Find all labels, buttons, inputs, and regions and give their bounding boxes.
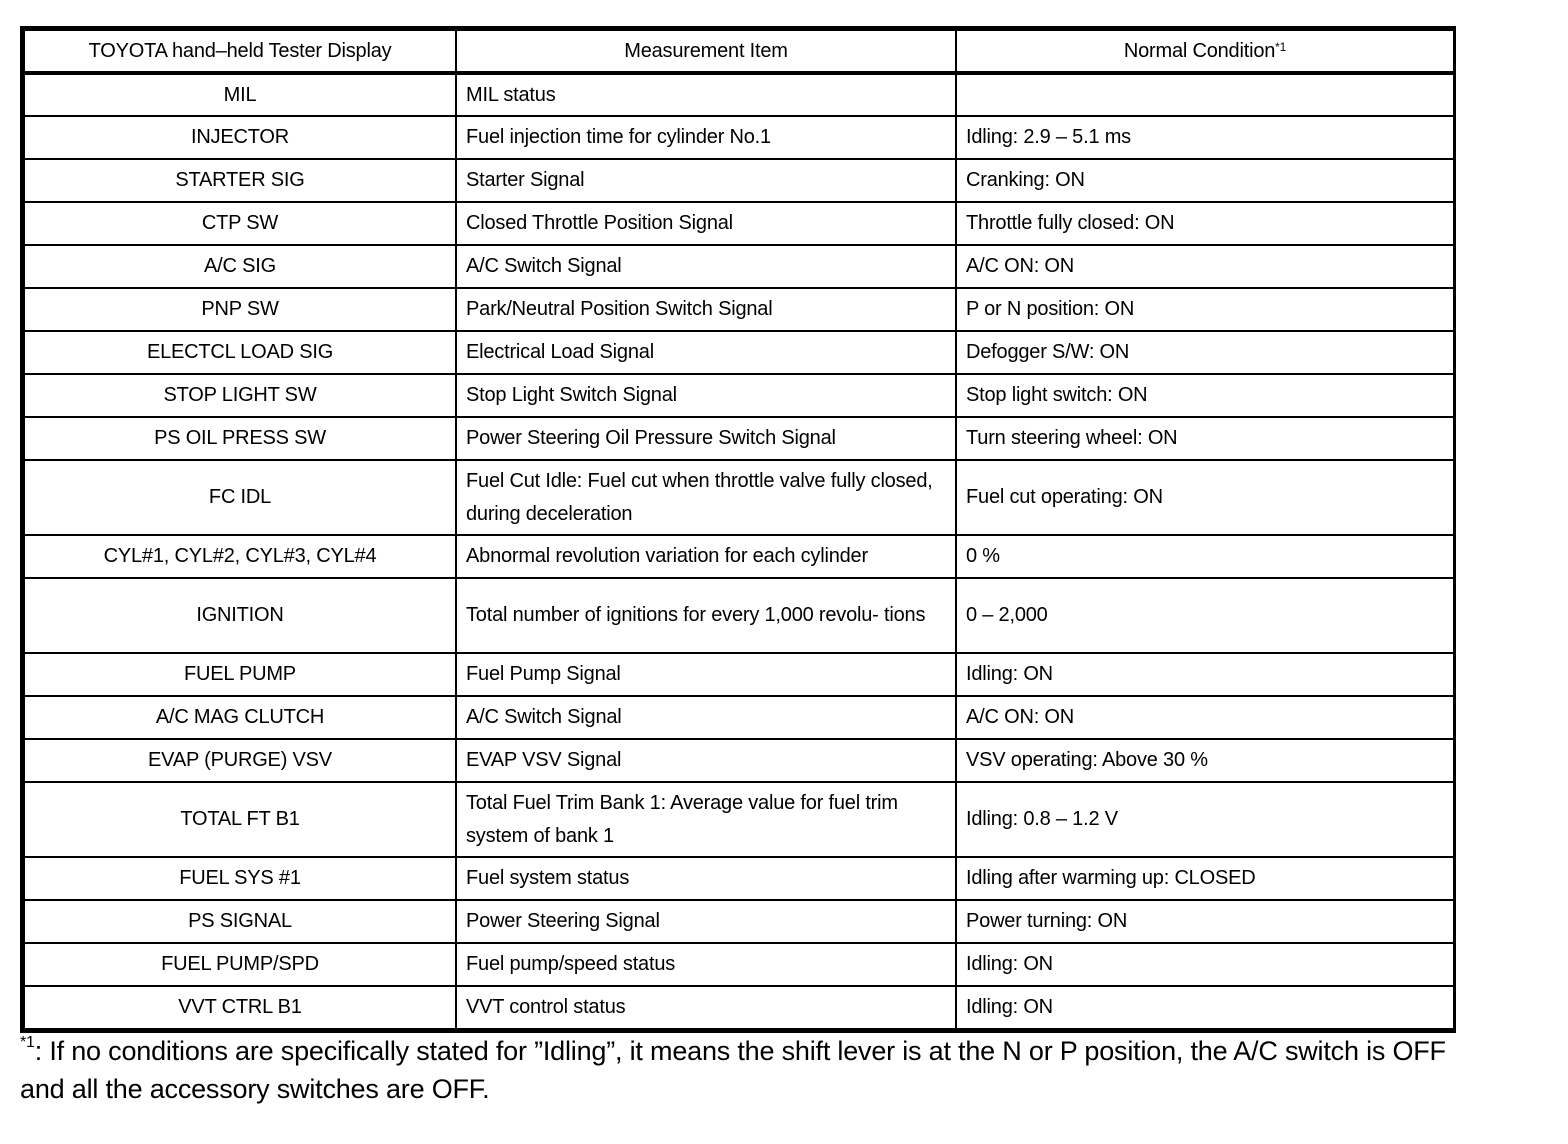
cell-measurement-item: EVAP VSV Signal [456,739,956,782]
cell-measurement-item: Abnormal revolution variation for each cylinder [456,535,956,578]
header-footnote-marker: *1 [1275,39,1287,54]
table-row [24,116,1454,159]
table-row [24,900,1454,943]
table-row [24,857,1454,900]
table-row [24,202,1454,245]
cell-measurement-item: A/C Switch Signal [456,245,956,288]
cell-measurement-item: Starter Signal [456,159,956,202]
cell-measurement-item: MIL status [456,73,956,116]
cell-measurement-item: Park/Neutral Position Switch Signal [456,288,956,331]
cell-tester-display: FUEL SYS #1 [24,857,456,900]
cell-measurement-item: VVT control status [456,986,956,1029]
cell-normal-condition: Idling: ON [956,653,1454,696]
footnote [20,1032,1470,1108]
cell-normal-condition: A/C ON: ON [956,245,1454,288]
table-header [24,30,1454,73]
footnote-text: : If no conditions are specifically stated for ”Idling”, it means the shift lever is at the N or P position, the A/C switch is OFF and all the accessory switches are OFF. [20,1036,1446,1104]
table-row [24,782,1454,857]
measurement-table-container [20,26,1456,1033]
table-row [24,739,1454,782]
cell-tester-display: FUEL PUMP/SPD [24,943,456,986]
cell-normal-condition: VSV operating: Above 30 % [956,739,1454,782]
cell-measurement-item: Fuel system status [456,857,956,900]
table-row [24,288,1454,331]
footnote-marker: *1 [20,1034,35,1051]
header-normal-condition-label: Normal Condition [1123,39,1276,62]
table-row [24,417,1454,460]
table-row [24,696,1454,739]
cell-measurement-item: Power Steering Signal [456,900,956,943]
cell-tester-display: CTP SW [24,202,456,245]
cell-normal-condition: Power turning: ON [956,900,1454,943]
cell-measurement-item: A/C Switch Signal [456,696,956,739]
cell-measurement-item: Total Fuel Trim Bank 1: Average value for fuel trim system of bank 1 [456,782,956,857]
header-measurement-item: Measurement Item [456,30,956,73]
table-row [24,331,1454,374]
cell-tester-display: PS OIL PRESS SW [24,417,456,460]
cell-tester-display: PNP SW [24,288,456,331]
cell-tester-display: MIL [24,73,456,116]
cell-normal-condition: Idling: 0.8 – 1.2 V [956,782,1454,857]
cell-tester-display: FC IDL [24,460,456,535]
cell-measurement-item: Closed Throttle Position Signal [456,202,956,245]
measurement-table [23,29,1455,1030]
cell-tester-display: A/C SIG [24,245,456,288]
cell-tester-display: INJECTOR [24,116,456,159]
cell-measurement-item: Power Steering Oil Pressure Switch Signal [456,417,956,460]
table-row [24,159,1454,202]
cell-measurement-item: Fuel injection time for cylinder No.1 [456,116,956,159]
cell-normal-condition: Idling: ON [956,986,1454,1029]
table-body [24,73,1454,1029]
table-row [24,986,1454,1029]
cell-tester-display: EVAP (PURGE) VSV [24,739,456,782]
cell-normal-condition: Throttle fully closed: ON [956,202,1454,245]
cell-tester-display: VVT CTRL B1 [24,986,456,1029]
cell-tester-display: FUEL PUMP [24,653,456,696]
table-row [24,73,1454,116]
table-row [24,374,1454,417]
cell-normal-condition: A/C ON: ON [956,696,1454,739]
table-row [24,653,1454,696]
cell-tester-display: STOP LIGHT SW [24,374,456,417]
cell-tester-display: CYL#1, CYL#2, CYL#3, CYL#4 [24,535,456,578]
cell-measurement-item: Fuel pump/speed status [456,943,956,986]
cell-tester-display: PS SIGNAL [24,900,456,943]
cell-tester-display: STARTER SIG [24,159,456,202]
cell-tester-display: ELECTCL LOAD SIG [24,331,456,374]
table-row [24,245,1454,288]
cell-tester-display: A/C MAG CLUTCH [24,696,456,739]
cell-normal-condition: Turn steering wheel: ON [956,417,1454,460]
cell-normal-condition: 0 – 2,000 [956,578,1454,653]
table-row [24,535,1454,578]
cell-normal-condition [956,73,1454,116]
header-normal-condition [956,30,1454,73]
cell-normal-condition: Idling after warming up: CLOSED [956,857,1454,900]
cell-tester-display: TOTAL FT B1 [24,782,456,857]
cell-normal-condition: Idling: ON [956,943,1454,986]
cell-measurement-item: Electrical Load Signal [456,331,956,374]
cell-measurement-item: Total number of ignitions for every 1,000 revolu- tions [456,578,956,653]
cell-measurement-item: Fuel Pump Signal [456,653,956,696]
table-row [24,578,1454,653]
cell-tester-display: IGNITION [24,578,456,653]
table-row [24,943,1454,986]
cell-normal-condition: Fuel cut operating: ON [956,460,1454,535]
cell-normal-condition: Cranking: ON [956,159,1454,202]
cell-normal-condition: 0 % [956,535,1454,578]
cell-normal-condition: P or N position: ON [956,288,1454,331]
cell-normal-condition: Stop light switch: ON [956,374,1454,417]
cell-normal-condition: Idling: 2.9 – 5.1 ms [956,116,1454,159]
table-row [24,460,1454,535]
cell-measurement-item: Fuel Cut Idle: Fuel cut when throttle valve fully closed, during deceleration [456,460,956,535]
cell-measurement-item: Stop Light Switch Signal [456,374,956,417]
header-tester-display: TOYOTA hand–held Tester Display [24,30,456,73]
cell-normal-condition: Defogger S/W: ON [956,331,1454,374]
